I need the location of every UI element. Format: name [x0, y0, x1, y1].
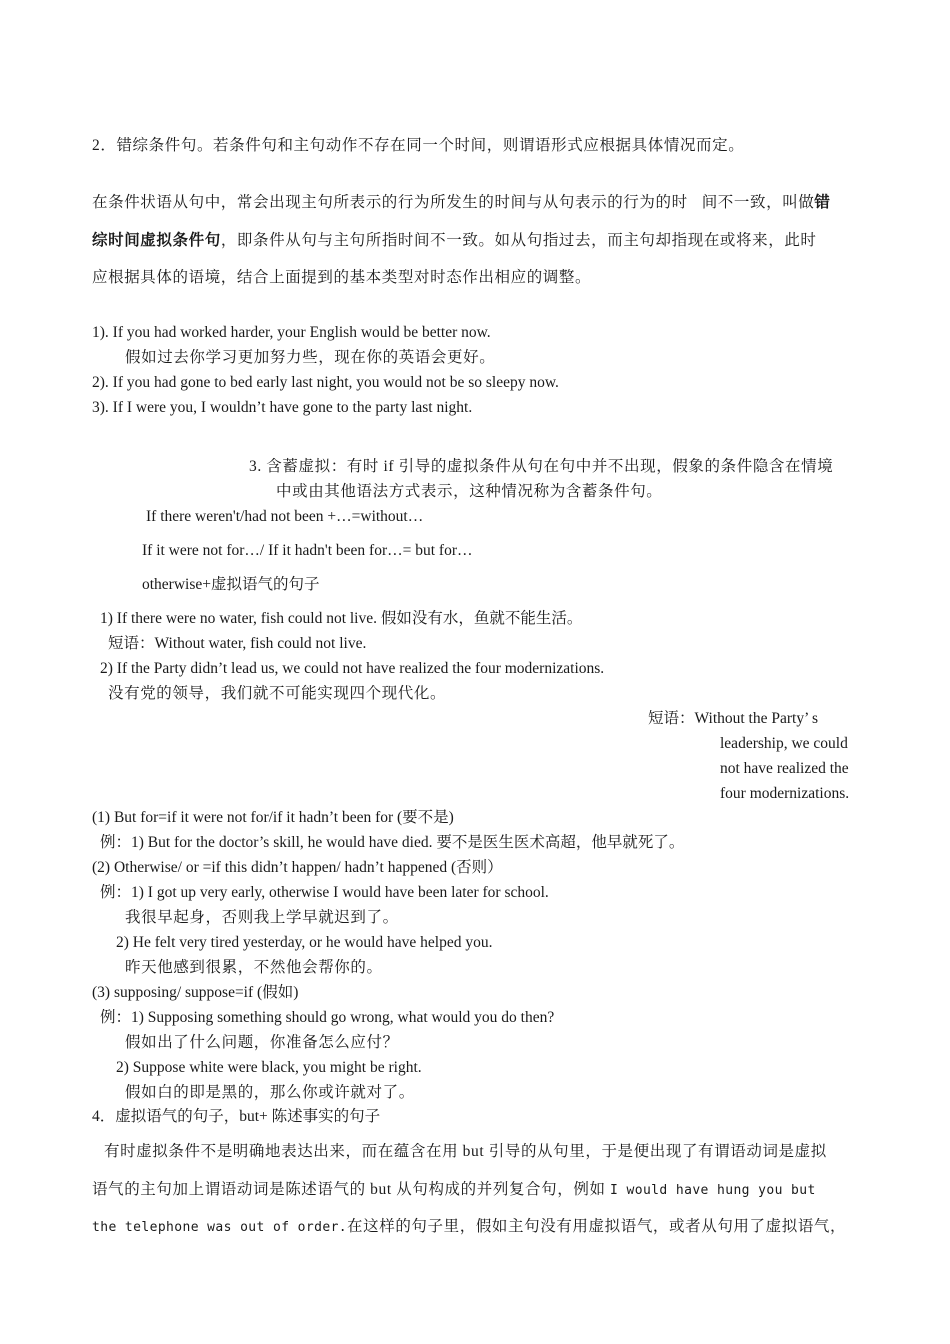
form-3-example-1: 例：1) Supposing something should go wrong, what would you do then?	[100, 1009, 555, 1026]
form-3-example-1-translation: 假如出了什么问题，你准备怎么应付？	[125, 1034, 399, 1051]
para-text: 在条件状语从句中，常会出现主句所表示的行为所发生的时间与从句表示的行为的时	[92, 194, 688, 211]
section3-example-2-short-line2: leadership, we could	[720, 735, 848, 752]
example-3: 3). If I were you, I wouldn’t have gone to the party last night.	[92, 399, 473, 416]
example-1-translation: 假如过去你学习更加努力些，现在你的英语会更好。	[125, 349, 496, 366]
example-code-text: the telephone was out of order.	[92, 1220, 348, 1235]
form-1-example: 例：1) But for the doctor’s skill, he would have died. 要不是医生医术高超，他早就死了。	[100, 834, 685, 851]
section3-example-2: 2) If the Party didn’t lead us, we could not have realized the four modernizations.	[100, 660, 605, 677]
form-2-example-1-translation: 我很早起身，否则我上学早就迟到了。	[125, 909, 399, 926]
example-code-text: I would have hung you but	[610, 1183, 816, 1198]
section4-para-line2	[92, 1180, 816, 1201]
bold-term: 综时间虚拟条件句	[92, 232, 221, 249]
form-3-example-2-translation: 假如白的即是黑的，那么你或许就对了。	[125, 1084, 415, 1101]
form-2: (2) Otherwise/ or =if this didn’t happen/ hadn’t happened (否则）	[92, 859, 503, 876]
section2-heading: 2．错综条件句。若条件句和主句动作不存在同一个时间，则谓语形式应根据具体情况而定。	[92, 137, 745, 154]
form-3-example-2: 2) Suppose white were black, you might be right.	[116, 1059, 422, 1076]
section4-heading: 4．虚拟语气的句子，but+ 陈述事实的句子	[92, 1108, 381, 1125]
para-text: 间不一致，叫做	[701, 194, 815, 211]
pattern-3: otherwise+虚拟语气的句子	[142, 576, 320, 593]
section2-para-line2	[92, 231, 817, 251]
section3-example-2-short-line3: not have realized the	[720, 760, 849, 777]
form-2-example-1: 例：1) I got up very early, otherwise I would have been later for school.	[100, 884, 549, 901]
section3-example-2-short-line1: 短语：Without the Party’ s	[648, 710, 819, 727]
section3-example-2-translation: 没有党的领导，我们就不可能实现四个现代化。	[108, 685, 447, 702]
section3-heading-line1: 3. 含蓄虚拟：有时 if 引导的虚拟条件从句在句中并不出现，假象的条件隐含在情境	[249, 458, 834, 475]
section3-example-2-short-line4: four modernizations.	[720, 785, 850, 802]
section3-example-1: 1) If there were no water, fish could not live. 假如没有水，鱼就不能生活。	[100, 610, 583, 627]
para-text: ，即条件从句与主句所指时间不一致。如从句指过去，而主句却指现在或将来，此时	[220, 232, 817, 249]
section2-para-line1	[92, 193, 831, 213]
example-2: 2). If you had gone to bed early last night, you would not be so sleepy now.	[92, 374, 559, 391]
pattern-1: If there weren't/had not been +…=without…	[146, 508, 424, 525]
form-3: (3) supposing/ suppose=if (假如)	[92, 984, 299, 1001]
para-text: 在这样的句子里，假如主句没有用虚拟语气，或者从句用了虚拟语气，	[347, 1218, 847, 1235]
section3-example-1-short: 短语：Without water, fish could not live.	[108, 635, 367, 652]
section2-para-line3: 应根据具体的语境，结合上面提到的基本类型对时态作出相应的调整。	[92, 269, 592, 286]
section3-heading-line2: 中或由其他语法方式表示，这种情况称为含蓄条件句。	[276, 483, 663, 500]
form-2-example-2: 2) He felt very tired yesterday, or he would have helped you.	[116, 934, 493, 951]
bold-term: 错	[814, 194, 831, 211]
section4-para-line3	[92, 1217, 846, 1238]
pattern-2: If it were not for…/ If it hadn't been for…= but for…	[142, 542, 473, 559]
form-1: (1) But for=if it were not for/if it hadn’t been for (要不是)	[92, 809, 454, 826]
para-text: 语气的主句加上谓语动词是陈述语气的 but 从句构成的并列复合句，例如	[92, 1181, 611, 1198]
form-2-example-2-translation: 昨天他感到很累，不然他会帮你的。	[125, 959, 383, 976]
section4-para-line1: 有时虚拟条件不是明确地表达出来，而在蕴含在用 but 引导的从句里，于是便出现了有谓语动词是虚拟	[104, 1143, 827, 1160]
example-1: 1). If you had worked harder, your English would be better now.	[92, 324, 491, 341]
